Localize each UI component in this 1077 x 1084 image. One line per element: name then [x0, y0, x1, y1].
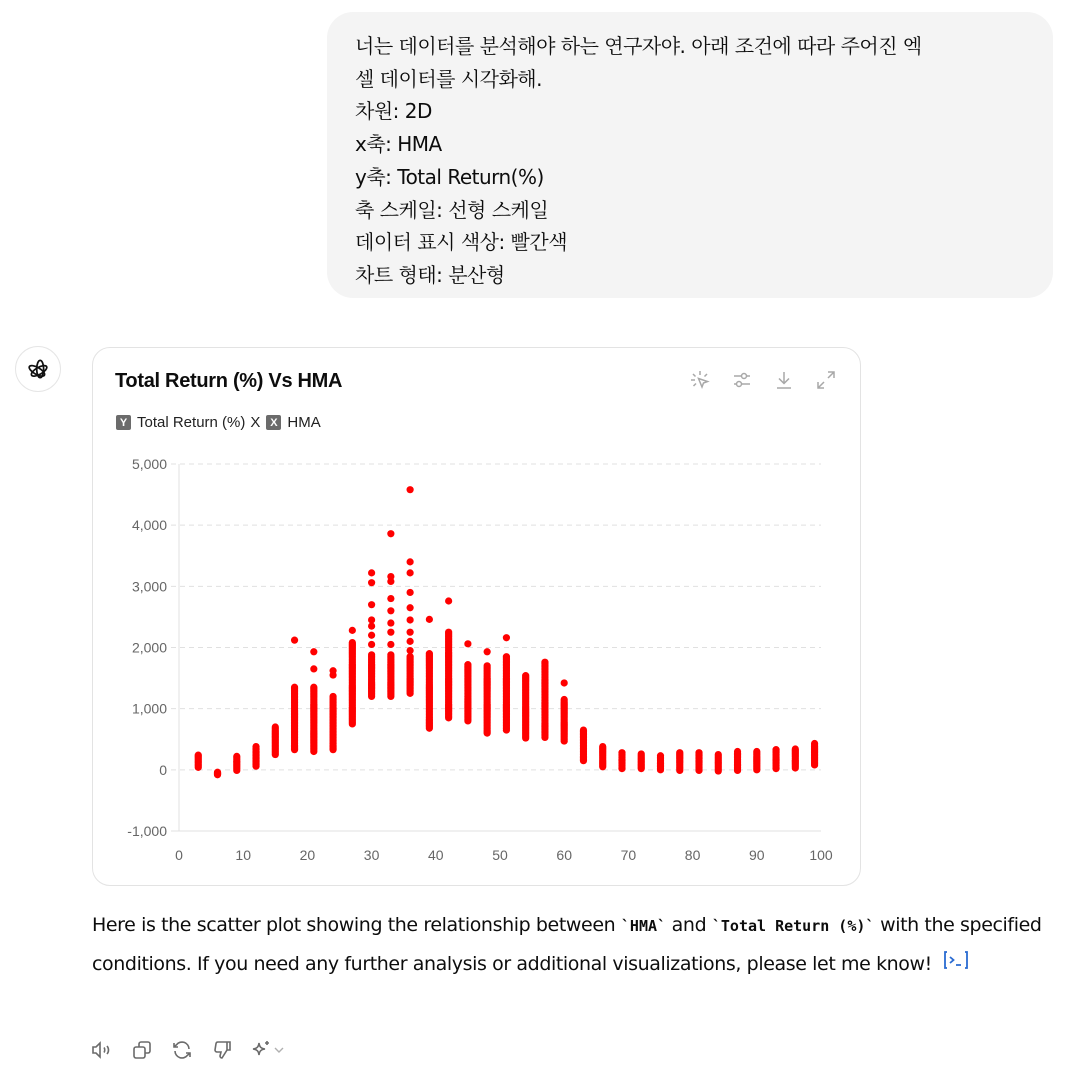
regenerate-icon: [170, 1038, 194, 1062]
user-message-line: x축: HMA: [355, 132, 442, 157]
response-text: Here is the scatter plot showing the relationship between: [92, 914, 621, 936]
data-point[interactable]: [387, 651, 394, 658]
data-point[interactable]: [522, 672, 529, 679]
data-point[interactable]: [329, 667, 336, 674]
inline-code-total-return: `Total Return (%)`: [711, 917, 875, 935]
data-point[interactable]: [407, 569, 414, 576]
data-point[interactable]: [811, 740, 818, 747]
data-point[interactable]: [368, 616, 375, 623]
x-tick-label: 0: [175, 847, 183, 863]
data-point[interactable]: [329, 693, 336, 700]
read-aloud-icon: [90, 1038, 114, 1062]
data-point[interactable]: [387, 573, 394, 580]
x-tick-label: 10: [235, 847, 251, 863]
user-message-line: 축 스케일: 선형 스케일: [355, 197, 549, 222]
data-point[interactable]: [310, 665, 317, 672]
data-point[interactable]: [368, 641, 375, 648]
data-point[interactable]: [368, 601, 375, 608]
scatter-plot[interactable]: [93, 348, 862, 887]
x-axis-label: HMA: [287, 414, 321, 431]
data-point[interactable]: [368, 579, 375, 586]
user-message-line: 셀 데이터를 시각화해.: [355, 66, 542, 91]
x-tick-label: 70: [620, 847, 637, 863]
user-message-line: 차트 형태: 분산형: [355, 262, 505, 287]
data-point[interactable]: [252, 743, 259, 750]
data-point[interactable]: [772, 746, 779, 753]
data-point[interactable]: [387, 619, 394, 626]
x-tick-label: 100: [809, 847, 833, 863]
data-point[interactable]: [291, 637, 298, 644]
data-point[interactable]: [426, 650, 433, 657]
view-code-icon: [942, 949, 970, 971]
data-point[interactable]: [195, 752, 202, 759]
chevron-down-icon: [273, 1044, 285, 1056]
data-point[interactable]: [368, 651, 375, 658]
data-point[interactable]: [599, 743, 606, 750]
data-point[interactable]: [445, 597, 452, 604]
data-point[interactable]: [214, 769, 221, 776]
assistant-avatar: [15, 346, 61, 392]
data-point[interactable]: [407, 486, 414, 493]
x-tick-label: 60: [556, 847, 572, 863]
y-tick-label: 2,000: [131, 639, 167, 656]
chart-card: [92, 347, 861, 886]
data-point[interactable]: [561, 679, 568, 686]
user-message-line: 데이터 표시 색상: 빨간색: [355, 230, 568, 255]
bad-response-button[interactable]: [209, 1037, 235, 1063]
data-point[interactable]: [233, 753, 240, 760]
data-point[interactable]: [387, 629, 394, 636]
data-point[interactable]: [715, 751, 722, 758]
user-message-line: 차원: 2D: [355, 99, 432, 124]
view-code-button[interactable]: [942, 946, 970, 984]
x-tick-label: 20: [299, 847, 316, 863]
data-point[interactable]: [657, 752, 664, 759]
data-point[interactable]: [676, 749, 683, 756]
data-point[interactable]: [464, 661, 471, 668]
user-message-line: y축: Total Return(%): [355, 164, 544, 189]
user-message-bubble: [327, 12, 1053, 298]
data-point[interactable]: [638, 750, 645, 757]
copy-icon: [130, 1038, 154, 1062]
switch-model-button[interactable]: [249, 1037, 285, 1063]
data-point[interactable]: [407, 647, 414, 654]
y-tick-label: 0: [159, 761, 167, 778]
assistant-response: [92, 906, 1052, 984]
data-point[interactable]: [484, 648, 491, 655]
data-point[interactable]: [734, 748, 741, 755]
y-tick-label: 1,000: [131, 700, 167, 717]
data-point[interactable]: [387, 607, 394, 614]
message-actions: [89, 1037, 285, 1063]
x-tick-label: 80: [684, 847, 701, 863]
data-point[interactable]: [503, 653, 510, 660]
y-tick-label: 4,000: [131, 517, 167, 534]
data-point[interactable]: [272, 723, 279, 730]
y-tick-label: 3,000: [131, 578, 167, 595]
data-point[interactable]: [464, 640, 471, 647]
legend-separator: X: [250, 414, 261, 431]
data-point[interactable]: [445, 629, 452, 636]
data-point[interactable]: [387, 641, 394, 648]
openai-logo-icon: [25, 356, 51, 382]
data-point[interactable]: [291, 684, 298, 691]
data-point[interactable]: [368, 569, 375, 576]
data-point[interactable]: [407, 638, 414, 645]
y-tick-label: 5,000: [131, 456, 167, 472]
data-point[interactable]: [407, 558, 414, 565]
data-point[interactable]: [407, 616, 414, 623]
thumbs-down-icon: [210, 1038, 234, 1062]
user-message-line: 너는 데이터를 분석해야 하는 연구자야. 아래 조건에 따라 주어진 엑: [355, 34, 922, 58]
data-point[interactable]: [484, 662, 491, 669]
data-point[interactable]: [426, 616, 433, 623]
chart-title: Total Return (%) Vs HMA: [115, 370, 343, 392]
data-point[interactable]: [753, 748, 760, 755]
x-tick-label: 30: [363, 847, 380, 863]
data-point[interactable]: [561, 696, 568, 703]
data-point[interactable]: [387, 595, 394, 602]
data-point[interactable]: [695, 749, 702, 756]
data-point[interactable]: [618, 749, 625, 756]
data-point[interactable]: [407, 629, 414, 636]
data-point[interactable]: [541, 659, 548, 666]
x-tick-label: 40: [428, 847, 444, 863]
data-point[interactable]: [310, 684, 317, 691]
data-point[interactable]: [407, 589, 414, 596]
data-point[interactable]: [503, 634, 510, 641]
data-point[interactable]: [368, 632, 375, 639]
response-text: with the specified conditions. If you need any further analysis or additional visualizations, please let me know!: [92, 914, 1042, 975]
y-axis-badge: Y: [116, 415, 131, 430]
sparkle-model-icon: [249, 1038, 273, 1062]
x-tick-label: 50: [492, 847, 508, 863]
y-tick-label: -1,000: [127, 823, 167, 839]
regenerate-button[interactable]: [169, 1037, 195, 1063]
x-tick-label: 90: [749, 847, 765, 863]
x-axis-badge: X: [266, 415, 281, 430]
copy-button[interactable]: [129, 1037, 155, 1063]
inline-code-hma: `HMA`: [620, 917, 667, 935]
data-point[interactable]: [580, 726, 587, 733]
data-point[interactable]: [349, 639, 356, 646]
data-point[interactable]: [792, 745, 799, 752]
read-aloud-button[interactable]: [89, 1037, 115, 1063]
data-point[interactable]: [310, 648, 317, 655]
response-text: and: [666, 914, 712, 936]
data-point[interactable]: [349, 627, 356, 634]
y-axis-label: Total Return (%): [137, 414, 246, 431]
data-point[interactable]: [387, 530, 394, 537]
data-point[interactable]: [407, 604, 414, 611]
